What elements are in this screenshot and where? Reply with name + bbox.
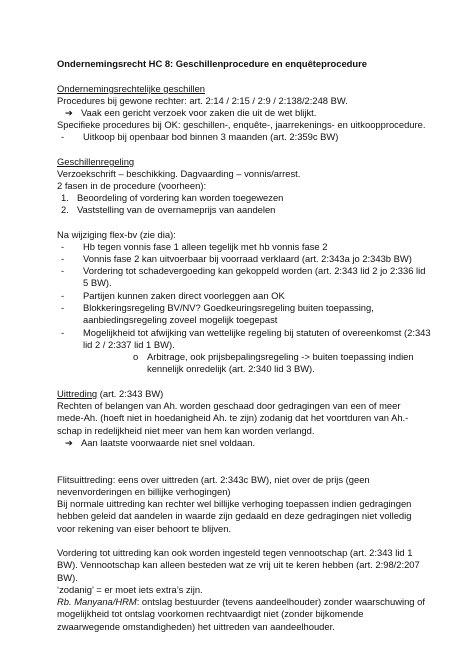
paragraph-line: ‘zodanig’ = er moet iets extra’s zijn. xyxy=(57,584,203,595)
numbered-item: 2. Vaststelling van de overnameprijs van aandelen xyxy=(61,204,276,215)
paragraph-line: 2 fasen in de procedure (voorheen): xyxy=(57,180,207,191)
arrow-right-icon: ➔ xyxy=(65,437,73,448)
sub-item: o Arbitrage, ook prijsbepalingsregeling -> buiten toepassing indien kennelijk onredelijk (art. 2:340 lid 3 BW). xyxy=(133,351,414,375)
dash-bullet: - xyxy=(61,265,65,276)
dash-bullet: - xyxy=(61,253,65,264)
dash-bullet: - xyxy=(61,327,65,338)
dash-item: - Vordering tot schadevergoeding kan gekoppeld worden (art. 2:343 lid 2 jo 2:336 lid 5 BW). xyxy=(61,265,426,289)
paragraph-line: Na wijziging flex-bv (zie dia): xyxy=(57,229,176,240)
paragraph: Rechten of belangen van Ah. worden geschaad door gedragingen van een of meer mede-Ah. (hoeft niet in hoedanigheid Ah. te zijn) zodanig dat het voortduren van Ah.-schap in redelijkheid niet meer van hem kan worden verlangd. xyxy=(57,400,409,436)
section-heading-uittreding: Uittreding (art. 2:343 BW) xyxy=(57,388,164,399)
numbered-item: 1. Beoordeling of vordering kan worden toegewezen xyxy=(61,192,284,203)
paragraph: Bij normale uittreding kan rechter wel billijke verhoging toepassen indien gedragingen hebben geleid dat aandelen in waarde zijn gedaald en deze gedragingen niet volledig voor rekening van eiser behoort te blijven. xyxy=(57,498,412,534)
paragraph: Flitsuittreding: eens over uittreden (art. 2:343c BW), niet over de prijs (geen nevenvorderingen en billijke verhogingen) xyxy=(57,474,370,498)
document-title: Ondernemingsrecht HC 8: Geschillenprocedure en enquêteprocedure xyxy=(57,58,367,69)
dash-bullet: - xyxy=(61,131,65,142)
arrow-item: ➔ Aan laatste voorwaarde niet snel voldaan. xyxy=(65,437,256,448)
dash-item: - Hb tegen vonnis fase 1 alleen tegelijk met hb vonnis fase 2 xyxy=(61,241,328,252)
arrow-right-icon: ➔ xyxy=(65,107,73,118)
paragraph: Rb. Manyana/HRM: ontslag bestuurder (tevens aandeelhouder) zonder waarschuwing of mogelijkheid tot ontslag voorkomen rechtvaardigt niet (zonder bijkomende zwaarwegende omstandigheden) het uittreden van aandeelhouder. xyxy=(57,596,425,632)
dash-bullet: - xyxy=(61,290,65,301)
dash-bullet: - xyxy=(61,241,65,252)
dash-item: - Uitkoop bij openbaar bod binnen 3 maanden (art. 2:359c BW) xyxy=(61,131,339,142)
circle-bullet: o xyxy=(133,351,139,362)
paragraph-line: Specifieke procedures bij OK: geschillen-, enquête-, jaarrekenings- en uitkoopprocedure. xyxy=(57,119,426,130)
paragraph-line: Verzoekschrift – beschikking. Dagvaarding – vonnis/arrest. xyxy=(57,168,301,179)
paragraph: Vordering tot uittreding kan ook worden ingesteld tegen vennootschap (art. 2:343 lid 1 BW). Vennootschap kan alleen besteden wat ze vrij uit te keren hebben (art. 2:98/2:207 BW). xyxy=(57,547,420,583)
dash-item: - Blokkeringsregeling BV/NV? Goedkeuringsregeling buiten toepassing, aanbiedingsregeling zoveel mogelijk toegepast xyxy=(61,302,374,326)
dash-bullet: - xyxy=(61,302,65,313)
section-heading-geschillenregeling: Geschillenregeling xyxy=(57,156,135,167)
paragraph-line: Procedures bij gewone rechter: art. 2:14 / 2:15 / 2:9 / 2:138/2:248 BW. xyxy=(57,95,348,106)
dash-item: - Mogelijkheid tot afwijking van wettelijke regeling bij statuten of overeenkomst (2:343 lid 2 / 2:337 lid 1 BW). xyxy=(61,327,431,351)
arrow-item: ➔ Vaak een gericht verzoek voor zaken die uit de wet blijkt. xyxy=(65,107,317,118)
dash-item: - Vonnis fase 2 kan uitvoerbaar bij voorraad verklaard (art. 2:343a jo 2:343b BW) xyxy=(61,253,412,264)
section-heading-geschillen: Ondernemingsrechtelijke geschillen xyxy=(57,83,205,94)
dash-item: - Partijen kunnen zaken direct voorleggen aan OK xyxy=(61,290,285,301)
